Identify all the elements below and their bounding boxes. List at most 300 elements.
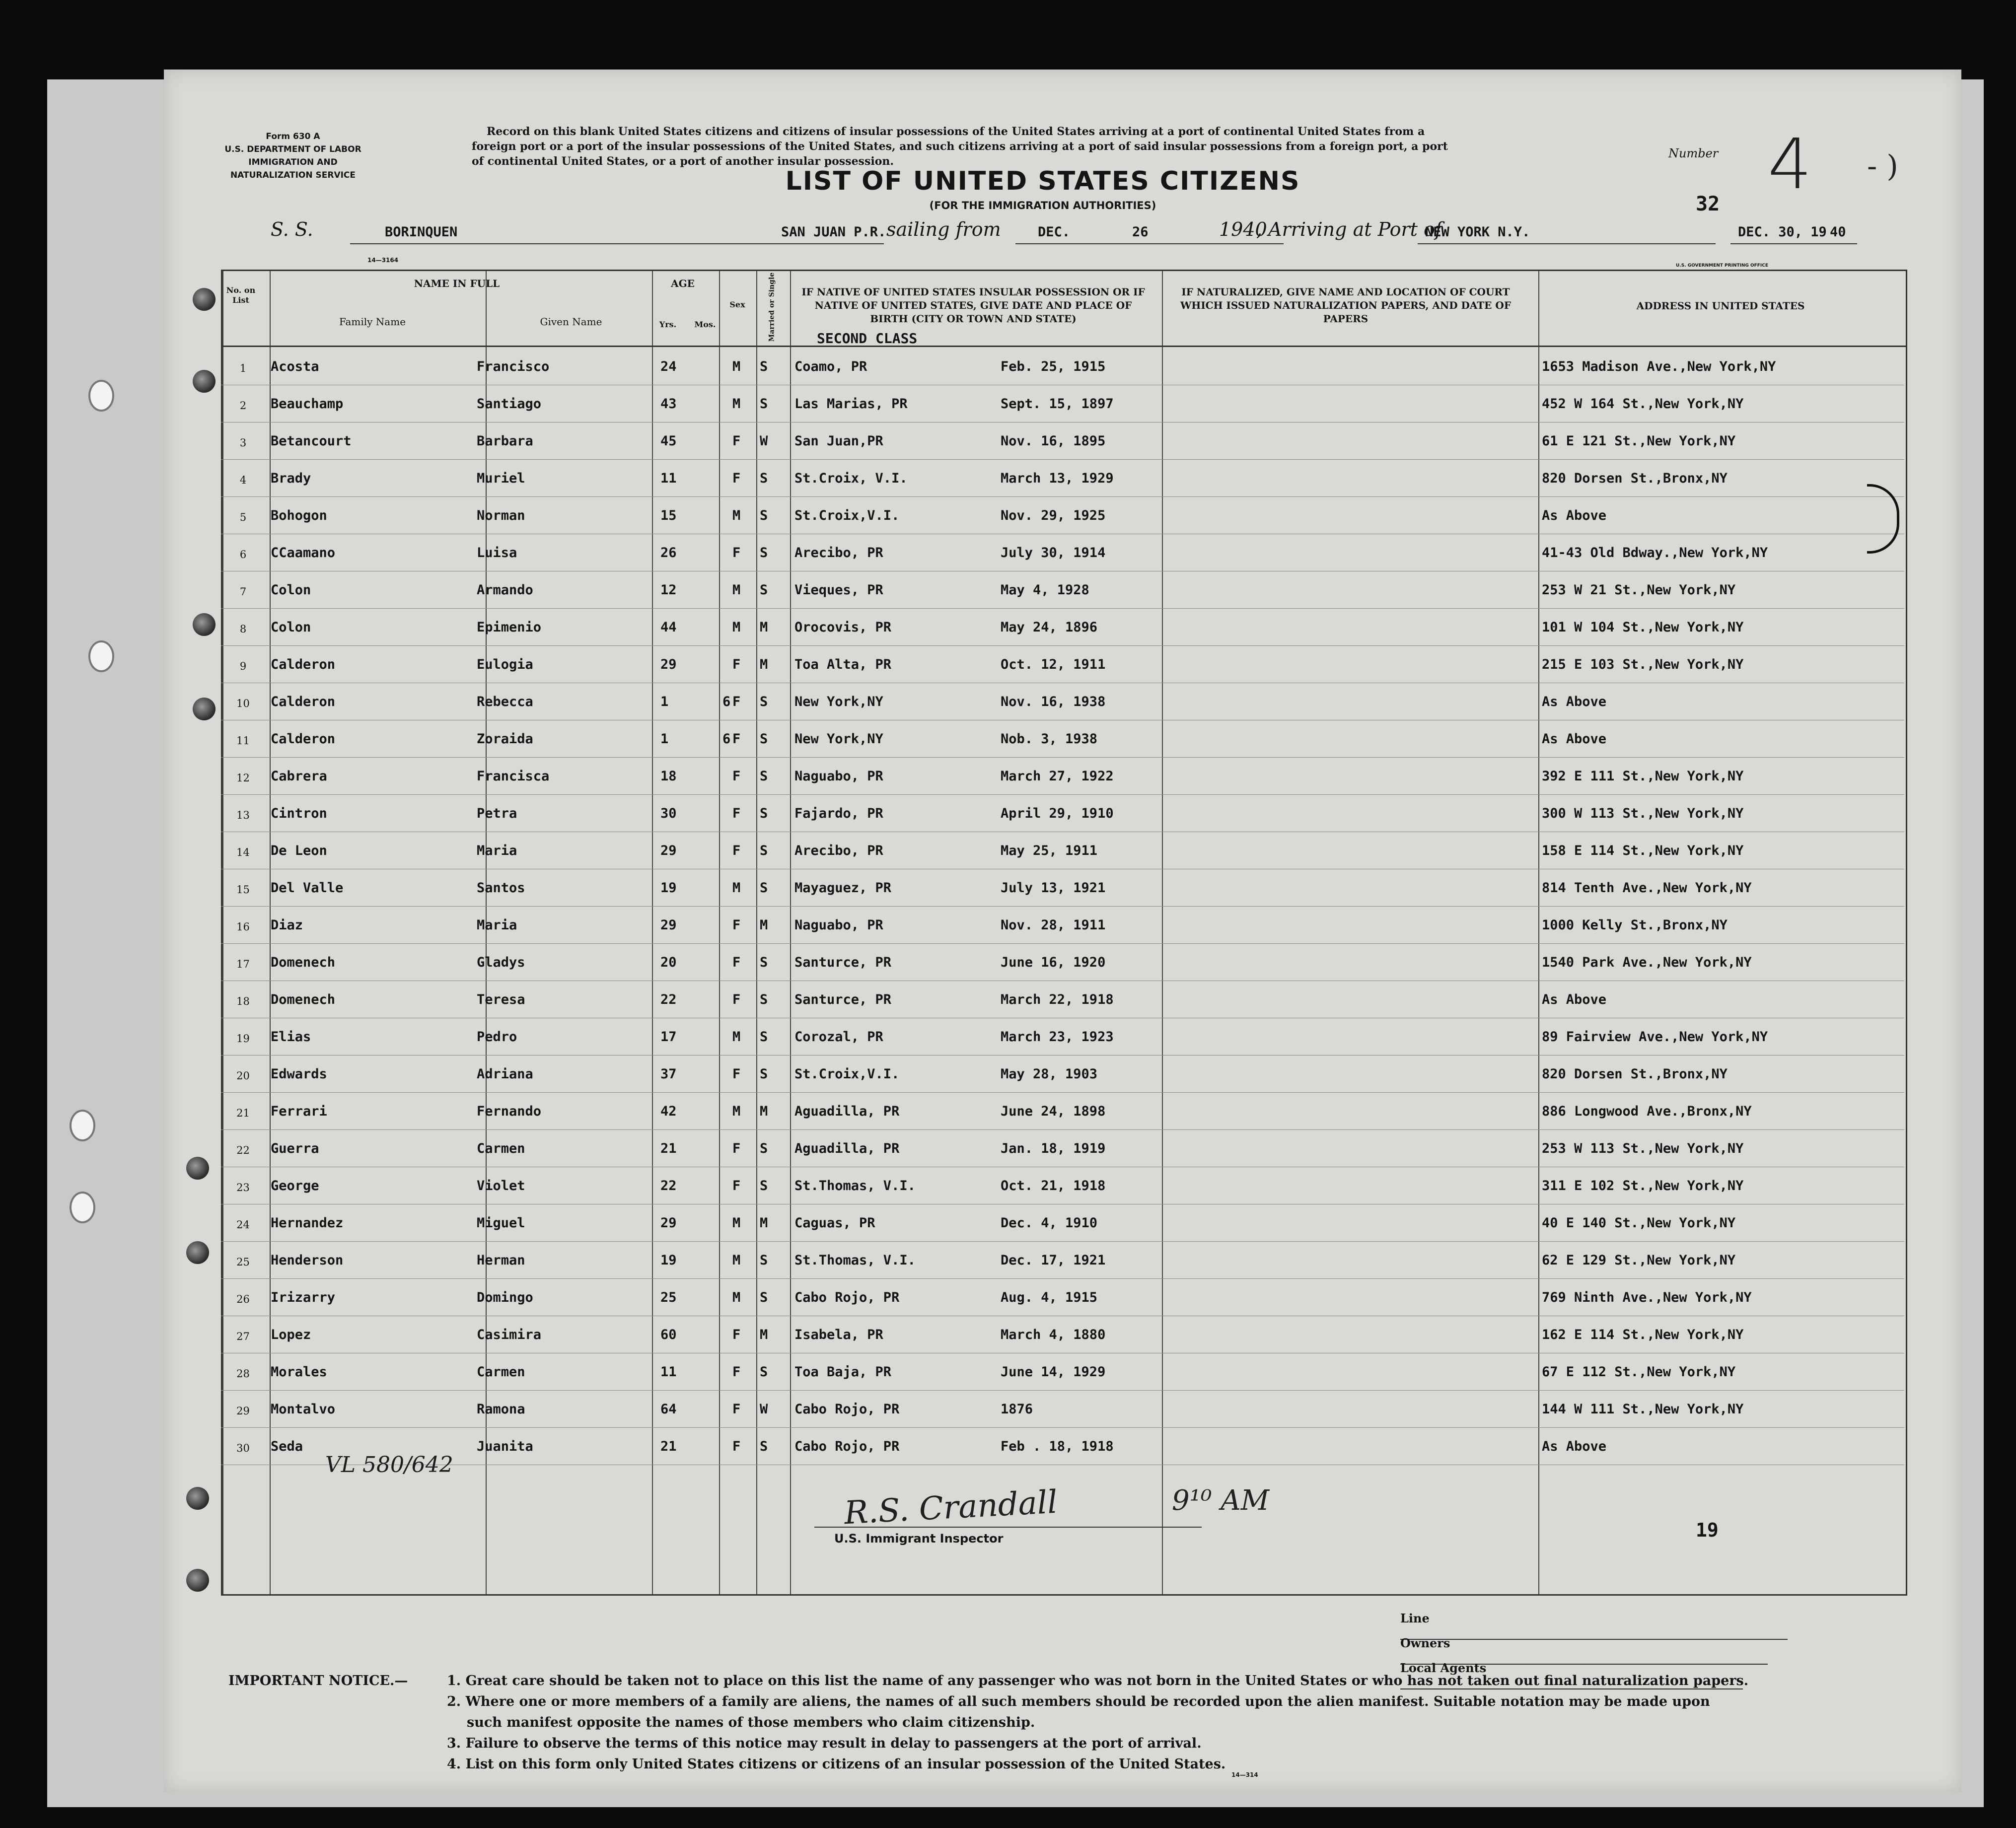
- cell-yrs: 18: [660, 769, 677, 784]
- cell-ms: S: [760, 806, 768, 821]
- cell-given: Santiago: [477, 396, 542, 412]
- table-row: [221, 720, 1904, 750]
- cell-given: Maria: [477, 917, 517, 933]
- cell-given: Francisco: [477, 359, 550, 374]
- header-mos: Mos.: [694, 320, 716, 329]
- table-row: [221, 906, 1904, 936]
- service-line-2: NATURALIZATION SERVICE: [230, 170, 356, 180]
- cell-yrs: 64: [660, 1402, 677, 1417]
- cell-address: As Above: [1542, 508, 1607, 523]
- cell-given: Carmen: [477, 1141, 525, 1156]
- cell-given: Domingo: [477, 1290, 533, 1305]
- instruction-line: Record on this blank United States citizens and citizens of insular possessions of the United States arriving at a port of continental United States from a: [487, 125, 1425, 138]
- cell-given: Juanita: [477, 1439, 533, 1454]
- cell-address: 162 E 114 St.,New York,NY: [1542, 1327, 1744, 1342]
- cell-yrs: 19: [660, 1253, 677, 1268]
- cell-yrs: 45: [660, 433, 677, 449]
- header-age: AGE: [671, 278, 695, 289]
- cell-place: Cabo Rojo, PR: [794, 1439, 900, 1454]
- table-row: [221, 348, 1904, 377]
- cell-address: 814 Tenth Ave.,New York,NY: [1542, 880, 1752, 896]
- cell-no: 1: [239, 362, 247, 374]
- binder-hole: [70, 1192, 95, 1223]
- cell-address: 40 E 140 St.,New York,NY: [1542, 1215, 1736, 1231]
- cell-ms: S: [760, 508, 768, 523]
- cell-family: Morales: [271, 1364, 327, 1380]
- port-to: NEW YORK N.Y.: [1425, 224, 1530, 240]
- cell-sex: M: [732, 508, 741, 523]
- department: U.S. DEPARTMENT OF LABOR: [224, 144, 361, 154]
- table-row: [221, 608, 1904, 638]
- cell-ms: M: [760, 917, 768, 933]
- instructions: [472, 124, 1579, 169]
- table-row: [221, 496, 1904, 526]
- cell-date: March 13, 1929: [1001, 471, 1114, 486]
- list-number: 4: [1768, 124, 1812, 205]
- cell-family: Cintron: [271, 806, 327, 821]
- cell-no: 6: [239, 549, 247, 561]
- cell-date: 1876: [1001, 1402, 1033, 1417]
- table-row: [221, 1129, 1904, 1159]
- cell-given: Francisca: [477, 769, 550, 784]
- cell-place: San Juan,PR: [794, 433, 883, 449]
- table-row: [221, 869, 1904, 899]
- cell-given: Teresa: [477, 992, 525, 1007]
- cell-place: Fajardo, PR: [794, 806, 883, 821]
- cell-date: Jan. 18, 1919: [1001, 1141, 1106, 1156]
- cell-place: Arecibo, PR: [794, 545, 883, 561]
- cell-address: As Above: [1542, 694, 1607, 709]
- cell-place: Toa Alta, PR: [794, 657, 892, 672]
- cell-date: Nov. 16, 1938: [1001, 694, 1106, 709]
- cell-address: 253 W 21 St.,New York,NY: [1542, 582, 1736, 598]
- punch-mark: [193, 288, 216, 311]
- punch-mark: [186, 1487, 209, 1510]
- cell-ms: S: [760, 1178, 768, 1194]
- cell-sex: F: [732, 694, 741, 709]
- cell-place: Cabo Rojo, PR: [794, 1290, 900, 1305]
- cell-family: De Leon: [271, 843, 327, 858]
- cell-no: 20: [236, 1070, 250, 1082]
- cell-address: 820 Dorsen St.,Bronx,NY: [1542, 471, 1728, 486]
- cell-date: Aug. 4, 1915: [1001, 1290, 1098, 1305]
- cell-yrs: 37: [660, 1066, 677, 1082]
- page-subtitle: (FOR THE IMMIGRATION AUTHORITIES): [929, 200, 1156, 211]
- header-name: NAME IN FULL: [414, 278, 500, 289]
- cell-yrs: 29: [660, 917, 677, 933]
- cell-sex: M: [732, 359, 741, 374]
- cell-yrs: 17: [660, 1029, 677, 1045]
- number-label: Number: [1668, 146, 1719, 160]
- handwritten-annotation: VL 580/642: [325, 1452, 453, 1477]
- notice-heading: IMPORTANT NOTICE.—: [228, 1673, 408, 1688]
- cell-ms: S: [760, 1029, 768, 1045]
- cell-yrs: 43: [660, 396, 677, 412]
- cell-given: Luisa: [477, 545, 517, 561]
- cell-sex: F: [732, 1327, 741, 1342]
- arrival-year: 40: [1830, 224, 1846, 240]
- notice-item: 3. Failure to observe the terms of this notice may result in delay to passengers at the port of arrival.: [447, 1736, 1202, 1751]
- cell-ms: S: [760, 396, 768, 412]
- cell-yrs: 29: [660, 843, 677, 858]
- table-row: [221, 1353, 1904, 1383]
- table-row: [221, 385, 1904, 415]
- header-yrs: Yrs.: [659, 320, 677, 329]
- cell-sex: F: [732, 917, 741, 933]
- cell-date: Nov. 29, 1925: [1001, 508, 1106, 523]
- cell-ms: S: [760, 582, 768, 598]
- cell-sex: F: [732, 1402, 741, 1417]
- cell-sex: F: [732, 806, 741, 821]
- cell-address: 452 W 164 St.,New York,NY: [1542, 396, 1744, 412]
- cell-yrs: 11: [660, 471, 677, 486]
- cell-address: 41-43 Old Bdway.,New York,NY: [1542, 545, 1768, 561]
- page-title: LIST OF UNITED STATES CITIZENS: [785, 166, 1300, 196]
- cell-date: April 29, 1910: [1001, 806, 1114, 821]
- cell-sex: F: [732, 433, 741, 449]
- notice-item: 1. Great care should be taken not to place on this list the name of any passenger who was not born in the United States or who has not taken out final naturalization papers.: [447, 1673, 1749, 1688]
- cell-family: Seda: [271, 1439, 303, 1454]
- cell-given: Gladys: [477, 955, 525, 970]
- binder-hole: [88, 380, 114, 412]
- cell-sex: M: [732, 1104, 741, 1119]
- cell-ms: W: [760, 1402, 768, 1417]
- cell-no: 5: [239, 511, 247, 523]
- table-row: [221, 571, 1904, 601]
- table-row: [221, 1055, 1904, 1085]
- cell-yrs: 22: [660, 1178, 677, 1194]
- cell-given: Ramona: [477, 1402, 525, 1417]
- cell-family: Calderon: [271, 657, 336, 672]
- cell-date: July 30, 1914: [1001, 545, 1106, 561]
- table-row: [221, 943, 1904, 973]
- cell-given: Eulogia: [477, 657, 533, 672]
- cell-date: March 22, 1918: [1001, 992, 1114, 1007]
- cell-no: 24: [236, 1219, 250, 1231]
- cell-address: 886 Longwood Ave.,Bronx,NY: [1542, 1104, 1752, 1119]
- cell-family: Elias: [271, 1029, 311, 1045]
- cell-yrs: 1: [660, 731, 669, 747]
- cell-sex: F: [732, 843, 741, 858]
- cell-sex: M: [732, 880, 741, 896]
- cell-place: St.Thomas, V.I.: [794, 1178, 916, 1194]
- cell-given: Santos: [477, 880, 525, 896]
- cell-place: St.Croix, V.I.: [794, 471, 908, 486]
- cell-yrs: 60: [660, 1327, 677, 1342]
- cell-no: 8: [239, 623, 247, 635]
- cell-ms: W: [760, 433, 768, 449]
- cell-sex: M: [732, 1215, 741, 1231]
- cell-place: Cabo Rojo, PR: [794, 1402, 900, 1417]
- notice-item: 2. Where one or more members of a family are aliens, the names of all such members should be recorded upon the alien manifest. Suitable notation may be made upon: [447, 1694, 1710, 1709]
- cell-address: 1540 Park Ave.,New York,NY: [1542, 955, 1752, 970]
- cell-no: 27: [236, 1331, 250, 1342]
- ss-label: S. S.: [271, 218, 313, 240]
- punch-mark: [186, 1157, 209, 1180]
- cell-yrs: 11: [660, 1364, 677, 1380]
- header-sex: Sex: [729, 300, 745, 309]
- cell-date: Nov. 28, 1911: [1001, 917, 1106, 933]
- cell-place: Vieques, PR: [794, 582, 883, 598]
- cell-yrs: 21: [660, 1141, 677, 1156]
- cell-no: 12: [236, 772, 250, 784]
- page-number: 32: [1696, 193, 1720, 215]
- cell-given: Adriana: [477, 1066, 533, 1082]
- cell-family: Edwards: [271, 1066, 327, 1082]
- cell-place: Mayaguez, PR: [794, 880, 892, 896]
- instruction-line: foreign port or a port of the insular possessions of the United States, and such citizens arriving at a port of said insular possessions from a foreign port, a port: [472, 140, 1448, 153]
- inspector-label: U.S. Immigrant Inspector: [834, 1532, 1004, 1546]
- instruction-line: of continental United States, or a port of another insular possession.: [472, 155, 894, 168]
- cell-family: Bohogon: [271, 508, 327, 523]
- cell-sex: M: [732, 620, 741, 635]
- table-row: [221, 459, 1904, 489]
- table-row: [221, 1092, 1904, 1122]
- cell-sex: F: [732, 731, 741, 747]
- cell-yrs: 42: [660, 1104, 677, 1119]
- cell-sex: F: [732, 1178, 741, 1194]
- notice-item: 4. List on this form only United States citizens or citizens of an insular possession of the United States.: [447, 1757, 1226, 1772]
- cell-sex: M: [732, 1290, 741, 1305]
- cell-ms: M: [760, 1215, 768, 1231]
- cell-no: 13: [236, 809, 250, 821]
- cell-yrs: 19: [660, 880, 677, 896]
- cell-address: As Above: [1542, 1439, 1607, 1454]
- form-identifier: [218, 130, 367, 182]
- cell-family: Cabrera: [271, 769, 327, 784]
- cell-sex: F: [732, 545, 741, 561]
- cell-address: 311 E 102 St.,New York,NY: [1542, 1178, 1744, 1194]
- cell-place: Las Marias, PR: [794, 396, 908, 412]
- table-row: [221, 534, 1904, 563]
- cell-date: June 16, 1920: [1001, 955, 1106, 970]
- cell-family: Calderon: [271, 694, 336, 709]
- cell-place: Arecibo, PR: [794, 843, 883, 858]
- cell-yrs: 12: [660, 582, 677, 598]
- cell-date: March 4, 1880: [1001, 1327, 1106, 1342]
- cell-ms: S: [760, 1439, 768, 1454]
- cell-given: Rebecca: [477, 694, 533, 709]
- cell-no: 30: [236, 1442, 250, 1454]
- cell-no: 7: [239, 586, 247, 598]
- port-from: SAN JUAN P.R.: [781, 224, 886, 240]
- cell-no: 14: [236, 846, 250, 858]
- cell-sex: F: [732, 471, 741, 486]
- cell-sex: M: [732, 396, 741, 412]
- cell-sex: M: [732, 582, 741, 598]
- cell-no: 19: [236, 1033, 250, 1045]
- cell-address: 300 W 113 St.,New York,NY: [1542, 806, 1744, 821]
- table-row: [221, 981, 1904, 1010]
- ship-name: BORINQUEN: [385, 224, 458, 240]
- cell-no: 2: [239, 400, 247, 412]
- cell-address: 67 E 112 St.,New York,NY: [1542, 1364, 1736, 1380]
- cell-ms: S: [760, 1364, 768, 1380]
- form-number: Form 630 A: [266, 132, 320, 141]
- table-row: [221, 1390, 1904, 1420]
- cell-date: May 24, 1896: [1001, 620, 1098, 635]
- cell-yrs: 24: [660, 359, 677, 374]
- date-month: DEC.: [1038, 224, 1071, 240]
- cell-no: 16: [236, 921, 250, 933]
- cell-ms: S: [760, 1066, 768, 1082]
- cell-place: Coamo, PR: [794, 359, 867, 374]
- header-naturalized: IF NATURALIZED, GIVE NAME AND LOCATION OF COURT WHICH ISSUED NATURALIZATION PAPERS, AND DATE OF PAPERS: [1180, 286, 1512, 325]
- header-no: No. on List: [226, 285, 256, 305]
- cell-family: Lopez: [271, 1327, 311, 1342]
- cell-family: Betancourt: [271, 433, 352, 449]
- cell-ms: S: [760, 880, 768, 896]
- cell-family: Hernandez: [271, 1215, 344, 1231]
- cell-address: 101 W 104 St.,New York,NY: [1542, 620, 1744, 635]
- cell-place: Toa Baja, PR: [794, 1364, 892, 1380]
- cell-address: 215 E 103 St.,New York,NY: [1542, 657, 1744, 672]
- class-note: SECOND CLASS: [817, 330, 918, 347]
- footer-code: 14—314: [1231, 1771, 1258, 1778]
- cell-place: St.Croix,V.I.: [794, 1066, 900, 1082]
- cell-address: 392 E 111 St.,New York,NY: [1542, 769, 1744, 784]
- cell-no: 23: [236, 1182, 250, 1194]
- cell-place: New York,NY: [794, 731, 883, 747]
- cell-yrs: 29: [660, 657, 677, 672]
- cell-family: CCaamano: [271, 545, 336, 561]
- cell-family: Henderson: [271, 1253, 344, 1268]
- cell-place: Naguabo, PR: [794, 917, 883, 933]
- cell-given: Muriel: [477, 471, 525, 486]
- cell-date: June 24, 1898: [1001, 1104, 1106, 1119]
- cell-place: Aguadilla, PR: [794, 1104, 900, 1119]
- service-line-1: IMMIGRATION AND: [248, 157, 338, 167]
- cell-no: 10: [236, 698, 250, 709]
- cell-given: Zoraida: [477, 731, 533, 747]
- cell-no: 15: [236, 884, 250, 896]
- cell-address: 769 Ninth Ave.,New York,NY: [1542, 1290, 1752, 1305]
- cell-date: May 28, 1903: [1001, 1066, 1098, 1082]
- cell-given: Fernando: [477, 1104, 542, 1119]
- cell-yrs: 29: [660, 1215, 677, 1231]
- cell-given: Epimenio: [477, 620, 542, 635]
- cell-family: Montalvo: [271, 1402, 336, 1417]
- cell-date: May 4, 1928: [1001, 582, 1089, 598]
- cell-no: 9: [239, 660, 247, 672]
- gpo-mark: U.S. GOVERNMENT PRINTING OFFICE: [1676, 263, 1769, 268]
- cell-date: Nov. 16, 1895: [1001, 433, 1106, 449]
- table-row: [221, 1167, 1904, 1196]
- punch-mark: [186, 1241, 209, 1264]
- passenger-total: 19: [1696, 1519, 1719, 1541]
- cell-sex: F: [732, 1439, 741, 1454]
- cell-address: As Above: [1542, 731, 1607, 747]
- cell-no: 21: [236, 1107, 250, 1119]
- cell-date: June 14, 1929: [1001, 1364, 1106, 1380]
- cell-yrs: 44: [660, 620, 677, 635]
- binder-hole: [70, 1110, 95, 1141]
- cell-family: Domenech: [271, 955, 336, 970]
- cell-place: Orocovis, PR: [794, 620, 892, 635]
- cell-yrs: 21: [660, 1439, 677, 1454]
- cell-date: July 13, 1921: [1001, 880, 1106, 896]
- margin-mark: ‑ ): [1867, 149, 1898, 184]
- cell-given: Casimira: [477, 1327, 542, 1342]
- cell-ms: S: [760, 694, 768, 709]
- cell-no: 11: [236, 735, 250, 747]
- print-code: 14—3164: [367, 257, 399, 264]
- cell-date: Nob. 3, 1938: [1001, 731, 1098, 747]
- cell-date: Feb . 18, 1918: [1001, 1439, 1114, 1454]
- cell-family: Brady: [271, 471, 311, 486]
- cell-no: 4: [239, 474, 247, 486]
- cell-ms: S: [760, 471, 768, 486]
- cell-ms: S: [760, 359, 768, 374]
- cell-ms: M: [760, 657, 768, 672]
- cell-no: 26: [236, 1293, 250, 1305]
- line-label: Line: [1400, 1611, 1430, 1625]
- signature-line: [814, 1527, 1202, 1528]
- table-row: [221, 645, 1904, 675]
- arriving-label: , Arriving at Port of: [1256, 218, 1442, 240]
- cell-ms: S: [760, 545, 768, 561]
- cell-ms: S: [760, 1141, 768, 1156]
- cell-sex: F: [732, 1364, 741, 1380]
- cell-yrs: 15: [660, 508, 677, 523]
- cell-family: George: [271, 1178, 319, 1194]
- cell-ms: M: [760, 620, 768, 635]
- cell-yrs: 1: [660, 694, 669, 709]
- local-agents-label: Local Agents: [1400, 1661, 1487, 1675]
- cell-date: Oct. 21, 1918: [1001, 1178, 1106, 1194]
- cell-place: Caguas, PR: [794, 1215, 875, 1231]
- cell-family: Del Valle: [271, 880, 344, 896]
- cell-no: 25: [236, 1256, 250, 1268]
- cell-given: Herman: [477, 1253, 525, 1268]
- punch-mark: [193, 613, 216, 636]
- table-row: [221, 1241, 1904, 1271]
- cell-address: 253 W 113 St.,New York,NY: [1542, 1141, 1744, 1156]
- cell-family: Calderon: [271, 731, 336, 747]
- cell-ms: S: [760, 843, 768, 858]
- cell-mos: 6: [722, 731, 731, 747]
- cell-date: Dec. 4, 1910: [1001, 1215, 1098, 1231]
- inspector-signature: R.S. Crandall: [843, 1483, 1059, 1532]
- cell-ms: S: [760, 769, 768, 784]
- cell-no: 28: [236, 1368, 250, 1380]
- cell-given: Maria: [477, 843, 517, 858]
- cell-sex: M: [732, 1029, 741, 1045]
- cell-address: 820 Dorsen St.,Bronx,NY: [1542, 1066, 1728, 1082]
- cell-place: St.Croix,V.I.: [794, 508, 900, 523]
- cell-ms: S: [760, 955, 768, 970]
- header-native: IF NATIVE OF UNITED STATES INSULAR POSSESSION OR IF NATIVE OF UNITED STATES, GIVE DATE AND PLACE OF BIRTH (CITY OR TOWN AND STATE): [801, 286, 1145, 325]
- cell-sex: F: [732, 769, 741, 784]
- cell-yrs: 20: [660, 955, 677, 970]
- table-row: [221, 832, 1904, 861]
- table-row: [221, 422, 1904, 452]
- cell-address: 62 E 129 St.,New York,NY: [1542, 1253, 1736, 1268]
- cell-address: 1000 Kelly St.,Bronx,NY: [1542, 917, 1728, 933]
- cell-place: Corozal, PR: [794, 1029, 883, 1045]
- cell-ms: S: [760, 1253, 768, 1268]
- cell-sex: M: [732, 1253, 741, 1268]
- cell-ms: S: [760, 1290, 768, 1305]
- cell-sex: F: [732, 1141, 741, 1156]
- header-given: Given Name: [540, 316, 602, 328]
- table-row: [221, 1427, 1904, 1457]
- cell-date: March 23, 1923: [1001, 1029, 1114, 1045]
- table-row: [221, 1204, 1904, 1234]
- cell-given: Carmen: [477, 1364, 525, 1380]
- cell-no: 18: [236, 995, 250, 1007]
- punch-mark: [193, 370, 216, 393]
